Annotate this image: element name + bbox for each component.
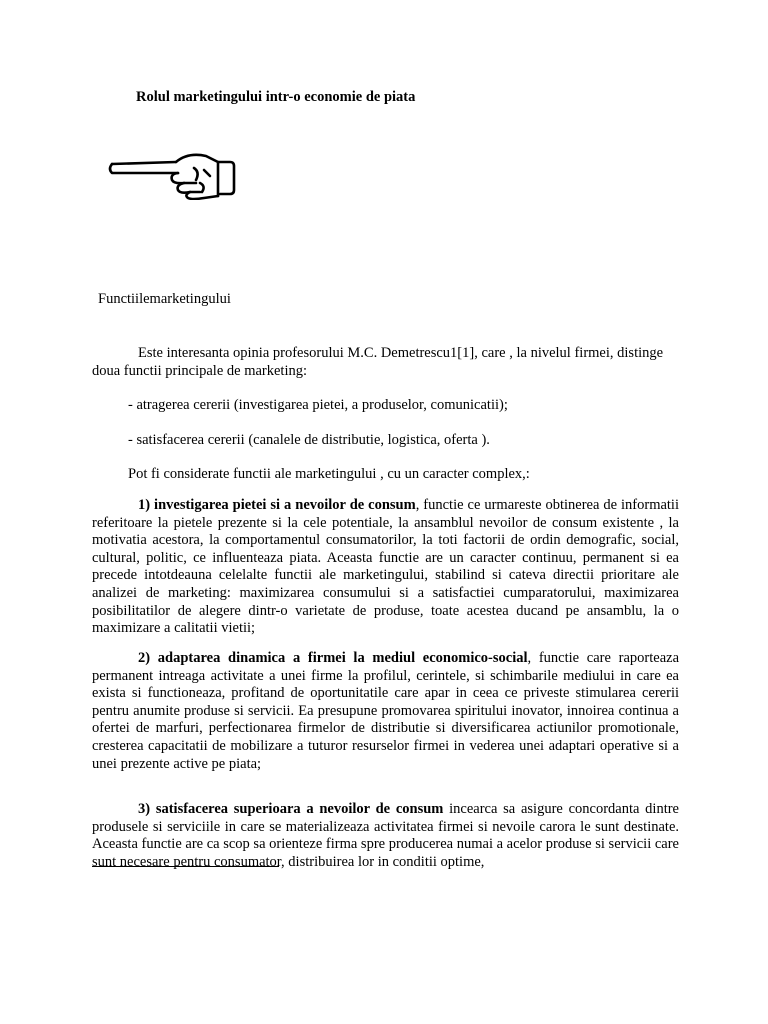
complex-intro: Pot fi considerate functii ale marketingului , cu un caracter complex,: — [128, 466, 530, 482]
footnote-separator — [92, 866, 279, 867]
function-heading: 3) satisfacerea superioara a nevoilor de consum — [138, 801, 444, 817]
function-paragraph-2 — [92, 650, 679, 773]
list-item: - atragerea cererii (investigarea pietei, a produselor, comunicatii); — [128, 397, 508, 413]
section-heading: Functiilemarketingului — [98, 291, 231, 307]
intro-paragraph: Este interesanta opinia profesorului M.C. Demetrescu1[1], care , la nivelul firmei, distinge doua functii principale de marketing: — [92, 345, 664, 379]
function-heading: 2) adaptarea dinamica a firmei la mediul economico-social — [138, 650, 528, 666]
function-paragraph-1 — [92, 497, 679, 638]
function-heading: 1) investigarea pietei si a nevoilor de consum — [138, 497, 416, 513]
function-text: , functie ce urmareste obtinerea de informatii referitoare la pietele prezente si la cele potentiale, la ansamblul nevoilor de consum existente , la motivatia acestora, la comportamentul consumatorilor, la toti factorii de ordin demografic, social, cultural, politic, ce influenteaza piata. Aceasta functie are un caracter continuu, permanent si ea precede intotdeauna celelalte functii ale marketingului, stabilind si cateva directii prioritare ale analizei de marketing: maximizarea consumului si a satisfactiei cumparatorului, maximizarea posibilitatilor de alegere dintr-o varietate de produse, toate acestea ducand pe ansamblu, la o maximizare a calitatii vietii; — [92, 497, 679, 637]
list-item: - satisfacerea cererii (canalele de distributie, logistica, oferta ). — [128, 432, 490, 448]
function-text: incearca sa asigure concordanta dintre produsele si serviciile in care se materializeaza activitatea firmei si nevoile carora le sunt destinate. Aceasta functie are ca scop sa orienteze firma spre producerea numai a acelor produse si servicii care sunt necesare pentru consumator, distribuirea lor in conditii optime, — [92, 801, 679, 870]
document-title: Rolul marketingului intr-o economie de piata — [136, 89, 416, 105]
function-paragraph-3 — [92, 801, 679, 871]
function-text: , functie care raporteaza permanent intreaga activitate a unei firme la profilul, cerintele, si schimbarile mediului in care ea exista si functioneaza, profitand de oportunitatile care apar in ceea ce priveste stimularea cererii pentru anumite produse si servicii. Ea presupune promovarea spiritului inovator, innoirea continua a ofertei de marfuri, perfectionarea firmelor de distributie si diversificarea actiunilor promotionale, cresterea capacitatii de mobilizare a tuturor resurselor firmei in vederea unei adaptari operative si a unei prezente active pe piata; — [92, 650, 679, 772]
pointing-hand-icon — [106, 150, 238, 200]
